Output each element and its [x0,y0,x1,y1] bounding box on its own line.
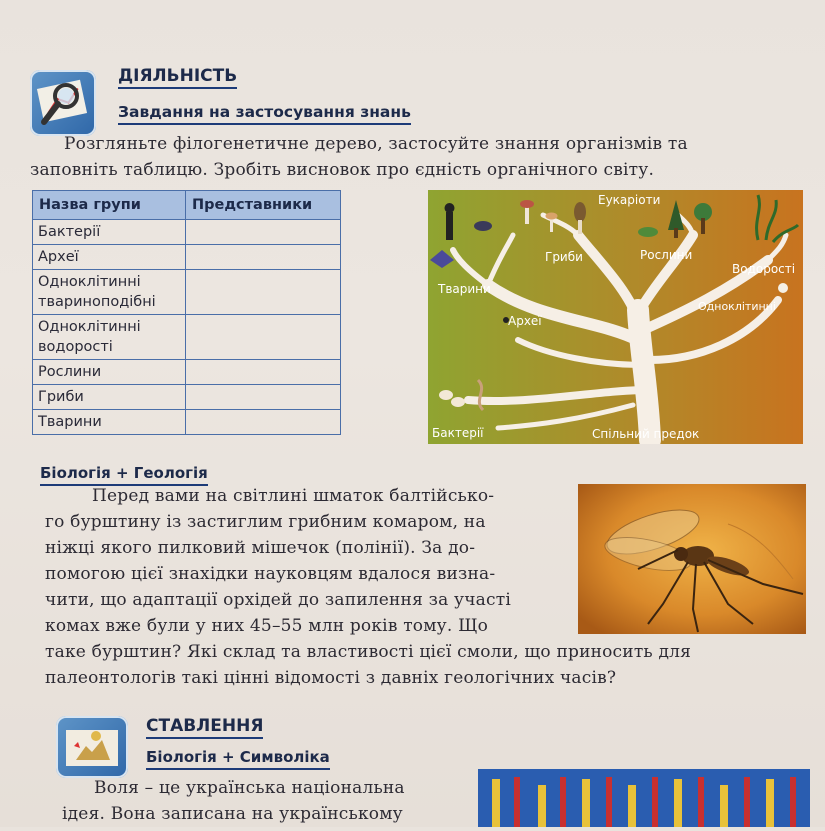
label-fungi: Гриби [545,250,583,264]
table-row [33,385,341,410]
cell-representatives[interactable] [186,410,341,435]
attitude-line-2: ідея. Вона записана на українському [62,804,403,824]
cell-group: Тварини [33,410,186,435]
amber-photo [578,484,806,634]
attitude-heading: СТАВЛЕННЯ [146,716,263,739]
table-row [33,270,341,315]
attitude-icon [56,716,128,778]
groups-table [32,190,341,435]
phylogenetic-tree [428,190,803,444]
activity-subheading: Завдання на застосування знань [118,103,411,125]
cell-group: Рослини [33,360,186,385]
table-header-row [33,191,341,220]
cell-representatives[interactable] [186,220,341,245]
header-group-name: Назва групи [33,191,186,220]
label-animals: Тварини [438,282,491,296]
cell-group: Бактерії [33,220,186,245]
geology-line-3: ніжці якого пилковий мішечок (полінії). За до- [45,538,476,558]
ornament-image [478,769,810,827]
label-eukaryotes: Еукаріоти [598,193,661,207]
label-common-ancestor: Спільний предок [592,427,700,441]
cell-group: Гриби [33,385,186,410]
cell-group: Археї [33,245,186,270]
geology-line-2: го бурштину із застиглим грибним комаром, на [45,512,486,532]
cell-line: Одноклітинні [38,274,141,290]
task-line-1: Розгляньте філогенетичне дерево, застосуйте знання організмів та [64,134,688,154]
table-row [33,360,341,385]
table-row [33,245,341,270]
tree-illustration [428,190,803,444]
cell-group [33,270,186,315]
cell-line: водорості [38,339,113,355]
table-row [33,410,341,435]
cell-line: Одноклітинні [38,319,141,335]
cell-representatives[interactable] [186,360,341,385]
table-row [33,315,341,360]
geology-line-7: таке бурштин? Які склад та властивості цієї смоли, що приносить для [45,642,692,662]
geology-line-6: комах вже були у них 45–55 млн років тому. Що [45,616,489,636]
cell-representatives[interactable] [186,385,341,410]
task-line-2: заповніть таблицю. Зробіть висновок про єдність органічного світу. [30,160,655,180]
cell-representatives[interactable] [186,270,341,315]
activity-heading: ДІЯЛЬНІСТЬ [118,66,237,89]
cell-representatives[interactable] [186,245,341,270]
cell-group [33,315,186,360]
activity-icon [30,70,96,136]
attitude-subheading: Біологія + Символіка [146,748,330,770]
label-algae: Водорості [732,262,796,276]
ornament-pattern [478,769,810,827]
label-archaea: Археї [508,314,542,328]
attitude-line-1: Воля – це українська національна [94,778,405,798]
amber-mosquito-image [578,484,806,634]
cell-representatives[interactable] [186,315,341,360]
geology-line-1: Перед вами на світлині шматок балтійсько- [92,486,495,506]
geology-line-5: чити, що адаптації орхідей до запилення за участі [45,590,511,610]
magnifier-icon [30,70,96,136]
geology-heading: Біологія + Геологія [40,464,208,486]
label-unicellular: Одноклітинні [698,300,776,313]
header-representatives: Представники [186,191,341,220]
label-bacteria: Бактерії [432,426,484,440]
table-row [33,220,341,245]
statue-icon [56,716,128,778]
geology-line-8: палеонтологів такі цінні відомості з давніх геологічних часів? [45,668,617,688]
label-plants: Рослини [640,248,693,262]
geology-line-4: помогою цієї знахідки науковцям вдалося визна- [45,564,496,584]
cell-line: твариноподібні [38,294,156,310]
